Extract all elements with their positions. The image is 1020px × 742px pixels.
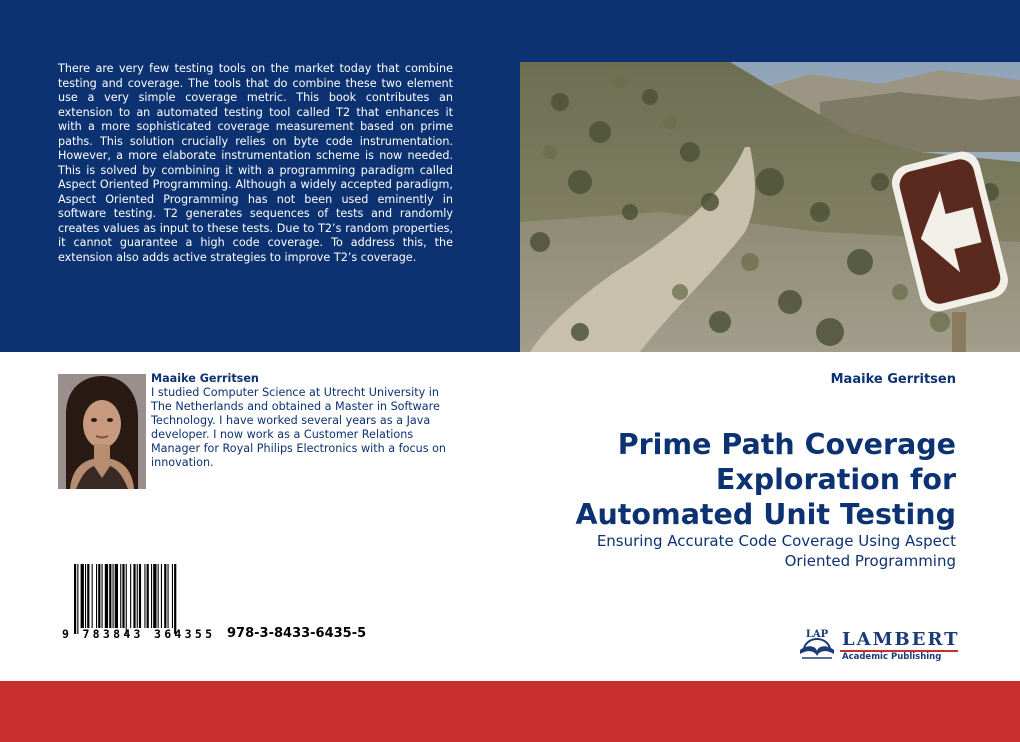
barcode-bar <box>151 564 152 628</box>
isbn-number: 978-3-8433-6435-5 <box>227 626 367 641</box>
barcode-bar <box>87 564 89 628</box>
barcode-bar <box>153 564 156 628</box>
back-cover-blurb: There are very few testing tools on the market today that combine testing and coverage. The tools that do combine these two element use a very simple coverage metric. This book contributes an extension to an automated testing tool called T2 that enhances it with a more sophisticated coverage measurement based on prime paths. This solution crucially relies on byte code instrumentation. However, a more elaborate instrumentation scheme is now needed. This is solved by combining it with a programming paradigm called Aspect Oriented Programming. Although a widely accepted paradigm, Aspect Oriented Programming has not been used eminently in software testing. T2 generates sequences of tests and randomly creates values as input to these tests. Due to T2’s random properties, it cannot guarantee a high code coverage. To address this, the extension also adds active strategies to improve T2’s coverage. <box>58 62 453 264</box>
barcode-bars <box>74 564 176 634</box>
barcode-bar <box>102 564 103 628</box>
publisher-subtitle: Academic Publishing <box>842 652 942 662</box>
barcode-bar <box>164 564 166 628</box>
book-title: Prime Path Coverage Exploration for Automated Unit Testing <box>575 428 956 531</box>
barcode-bar <box>130 564 131 628</box>
book-subtitle: Ensuring Accurate Code Coverage Using Aspect Oriented Programming <box>596 532 956 570</box>
bio-author-name: Maaike Gerritsen <box>151 372 259 385</box>
barcode-bar <box>174 564 176 634</box>
bottom-red-band <box>0 681 1020 742</box>
barcode-bar <box>126 564 127 634</box>
publisher-name: LAMBERT <box>842 629 960 650</box>
barcode-bar <box>109 564 111 628</box>
barcode-bar <box>168 564 169 628</box>
barcode-bar <box>161 564 162 628</box>
barcode-bar <box>81 564 84 628</box>
barcode-bar <box>139 564 141 628</box>
author-bio <box>151 372 451 470</box>
barcode-bar <box>96 564 97 628</box>
barcode-bar <box>77 564 78 634</box>
barcode-bar <box>122 564 124 628</box>
cover-photo-trail-sign <box>520 62 1020 352</box>
lap-mark: LAP <box>805 629 829 640</box>
bio-text: I studied Computer Science at Utrecht University in The Netherlands and obtained a Master in Software Technology. I have worked several years as a Java developer. I now work as a Customer Relations Manager for Royal Philips Electronics with a focus on innovation. <box>151 386 447 469</box>
author-photo <box>58 374 146 489</box>
barcode-bar <box>85 564 86 628</box>
barcode-bar <box>74 564 76 634</box>
barcode-bar <box>144 564 145 628</box>
barcode-bar <box>133 564 135 628</box>
barcode-bar <box>105 564 108 628</box>
lap-emblem-icon <box>796 624 838 664</box>
publisher-logo <box>796 624 958 664</box>
barcode-bar <box>147 564 149 628</box>
barcode-bar <box>137 564 138 628</box>
barcode <box>60 562 215 642</box>
barcode-bar <box>158 564 159 628</box>
barcode-bar <box>172 564 173 628</box>
barcode-bar <box>115 564 118 628</box>
barcode-bar <box>113 564 114 628</box>
front-author-name: Maaike Gerritsen <box>830 372 956 387</box>
barcode-bar <box>92 564 93 628</box>
barcode-bar <box>98 564 100 628</box>
barcode-digits: 9 783843 364355 <box>62 627 212 641</box>
barcode-bar <box>120 564 121 628</box>
